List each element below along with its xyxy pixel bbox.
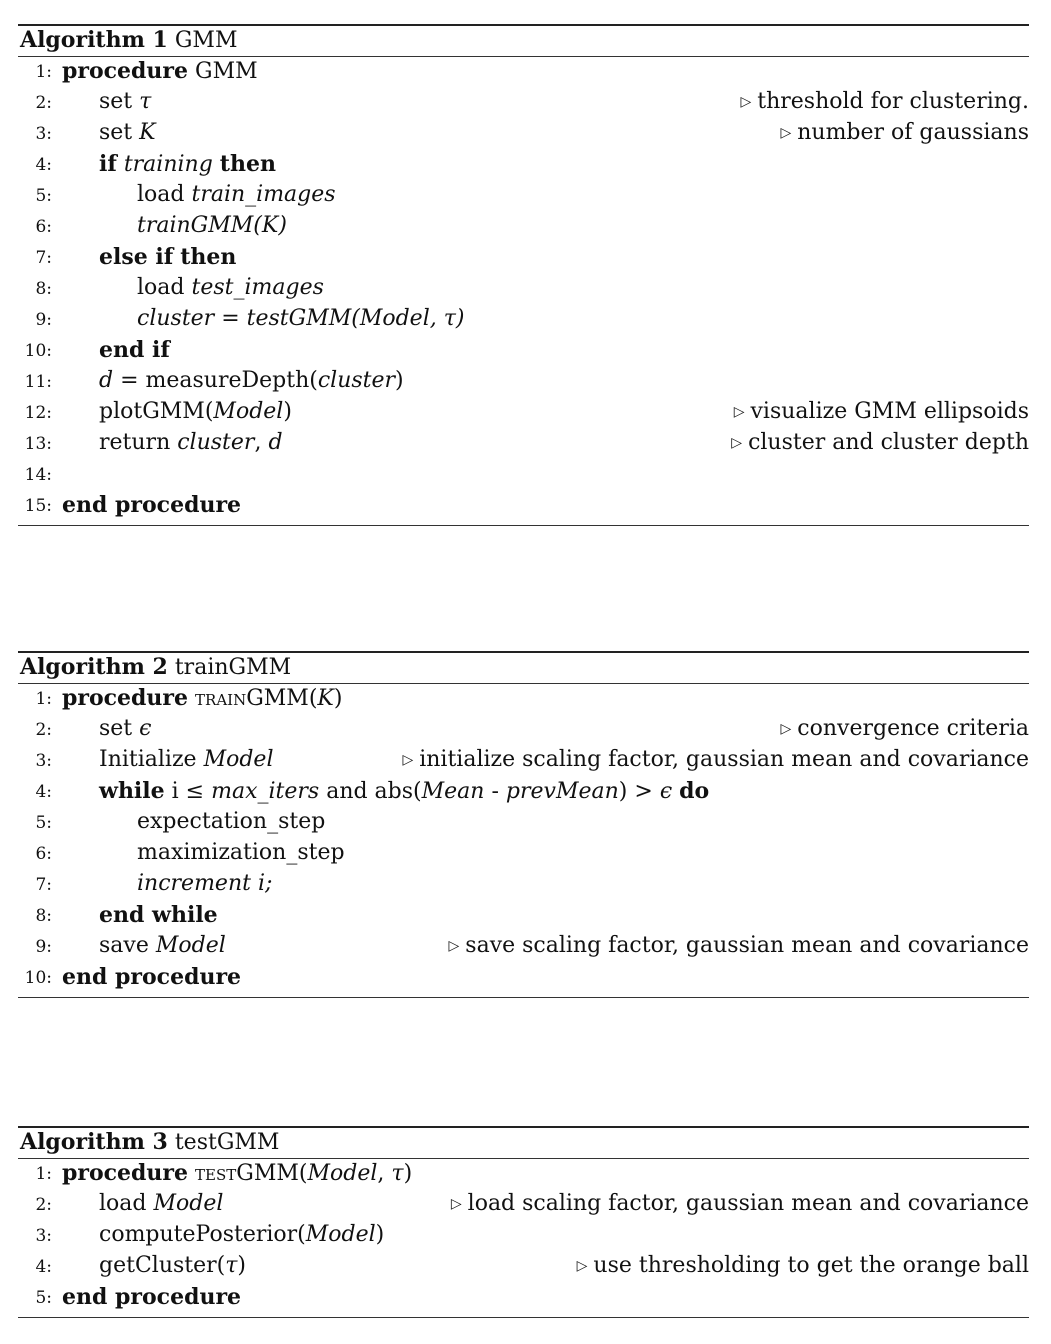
- algorithm-line: [18, 89, 1029, 120]
- comment-triangle-icon: ▷: [780, 125, 792, 141]
- math-variable: max_iters: [211, 779, 320, 804]
- algorithm-top-rule: [18, 24, 1029, 26]
- line-number: 7:: [35, 248, 52, 268]
- line-number: 11:: [24, 372, 52, 392]
- comment-text: load scaling factor, gaussian mean and covariance: [467, 1191, 1029, 1216]
- keyword: end procedure: [62, 1284, 242, 1310]
- math-variable: K: [317, 686, 334, 711]
- keyword: do: [679, 778, 710, 804]
- line-code: [62, 1160, 412, 1186]
- code-text: [188, 686, 195, 711]
- line-code: [99, 747, 274, 772]
- line-number: 8:: [35, 906, 52, 926]
- code-text: return: [99, 430, 178, 455]
- line-code: [99, 430, 283, 455]
- algorithm-label: Algorithm 2: [20, 654, 168, 680]
- code-text: ,: [377, 1161, 392, 1186]
- comment-text: threshold for clustering.: [757, 89, 1029, 114]
- keyword: while: [99, 778, 165, 804]
- math-variable: cluster: [177, 430, 255, 455]
- math-variable: testGMM(Model, τ): [246, 306, 465, 331]
- comment-triangle-icon: ▷: [733, 404, 745, 420]
- keyword: if: [99, 151, 117, 177]
- line-comment: [780, 120, 1029, 145]
- code-text: =: [214, 306, 247, 331]
- code-text: expectation_step: [137, 809, 326, 834]
- line-number: 2:: [35, 720, 52, 740]
- code-text: ): [395, 368, 404, 393]
- keyword: end procedure: [62, 492, 242, 518]
- keyword: procedure: [62, 685, 189, 711]
- algorithm-line: [18, 368, 1029, 399]
- code-text: GMM: [188, 59, 258, 84]
- line-number: 13:: [24, 434, 52, 454]
- line-code: [99, 1191, 223, 1216]
- code-text: i ≤: [164, 779, 212, 804]
- keyword: else if: [99, 244, 174, 270]
- comment-triangle-icon: ▷: [731, 435, 743, 451]
- math-variable: K: [139, 120, 156, 145]
- line-number: 5:: [35, 186, 52, 206]
- algorithm-header-rule: [18, 683, 1029, 684]
- math-variable: Model: [203, 747, 274, 772]
- line-code: [99, 151, 276, 177]
- algorithm-line: [18, 933, 1029, 964]
- code-text: ) >: [618, 779, 660, 804]
- math-variable: Model: [307, 1161, 378, 1186]
- code-text: = measureDepth(: [113, 368, 318, 393]
- comment-triangle-icon: ▷: [448, 938, 460, 954]
- algorithm-line: [18, 902, 1029, 933]
- algorithm-title: [20, 27, 237, 53]
- algorithm-bottom-rule: [18, 1317, 1029, 1318]
- line-number: 5:: [35, 813, 52, 833]
- line-comment: [734, 399, 1029, 424]
- algorithm-line: [18, 778, 1029, 809]
- algorithm-bottom-rule: [18, 525, 1029, 526]
- comment-text: convergence criteria: [797, 716, 1029, 741]
- math-variable: prevMean: [505, 779, 619, 804]
- line-code: [99, 778, 709, 804]
- line-number: 9:: [35, 937, 52, 957]
- line-code: [99, 902, 218, 928]
- algorithm-line: [18, 213, 1029, 244]
- code-text: maximization_step: [137, 840, 345, 865]
- keyword: procedure: [62, 58, 189, 84]
- math-variable: cluster: [317, 368, 396, 393]
- line-code: [99, 716, 151, 741]
- line-number: 2:: [35, 1195, 52, 1215]
- code-text: [213, 152, 220, 177]
- line-code: [99, 933, 226, 958]
- line-code: [62, 964, 241, 990]
- algorithm-line: [18, 182, 1029, 213]
- algorithm-line: [18, 1191, 1029, 1222]
- code-text: and abs(: [319, 779, 422, 804]
- line-number: 15:: [24, 496, 52, 516]
- math-variable: d: [268, 430, 283, 455]
- code-text: GMM(: [246, 686, 318, 711]
- code-text: load: [99, 1191, 154, 1216]
- algorithm-line: [18, 747, 1029, 778]
- math-variable: training: [123, 152, 213, 177]
- code-text: test: [195, 1161, 237, 1186]
- math-variable: cluster: [137, 306, 215, 331]
- algorithm-name: testGMM: [174, 1130, 280, 1155]
- algorithm-line: [18, 1253, 1029, 1284]
- line-number: 10:: [24, 341, 52, 361]
- keyword: procedure: [62, 1160, 189, 1186]
- algorithm-header-rule: [18, 56, 1029, 57]
- line-number: 4:: [35, 155, 52, 175]
- line-code: [99, 399, 292, 424]
- algorithm-line: [18, 964, 1029, 995]
- comment-text: number of gaussians: [797, 120, 1029, 145]
- algorithm-line: [18, 716, 1029, 747]
- math-variable: ϵ: [139, 716, 152, 741]
- code-text: ): [375, 1222, 385, 1247]
- code-text: GMM(: [236, 1161, 308, 1186]
- line-comment: [402, 747, 1029, 772]
- comment-text: cluster and cluster depth: [748, 430, 1029, 455]
- algorithm-line: [18, 151, 1029, 182]
- line-number: 4:: [35, 782, 52, 802]
- math-variable: ϵ: [659, 779, 673, 804]
- math-variable: test_images: [191, 275, 324, 300]
- algorithm-line: [18, 430, 1029, 461]
- math-variable: Mean: [421, 779, 485, 804]
- comment-triangle-icon: ▷: [576, 1258, 588, 1274]
- code-text: -: [484, 779, 506, 804]
- line-number: 2:: [35, 93, 52, 113]
- line-number: 9:: [35, 310, 52, 330]
- line-code: [62, 1284, 241, 1310]
- comment-text: initialize scaling factor, gaussian mean and covariance: [419, 747, 1029, 772]
- algorithm-line: [18, 306, 1029, 337]
- line-number: 5:: [35, 1288, 52, 1308]
- line-code: [62, 58, 258, 84]
- algorithm-line: [18, 120, 1029, 151]
- algorithm-line: [18, 275, 1029, 306]
- code-text: computePosterior(: [99, 1222, 306, 1247]
- line-number: 14:: [24, 465, 52, 485]
- math-variable: trainGMM(K): [137, 213, 287, 238]
- algorithm-name: GMM: [174, 28, 238, 53]
- algorithm-line: [18, 871, 1029, 902]
- line-code: [137, 213, 287, 238]
- comment-triangle-icon: ▷: [450, 1196, 462, 1212]
- algorithm-title: [20, 654, 291, 680]
- code-text: [188, 1161, 195, 1186]
- line-number: 3:: [35, 1226, 52, 1246]
- comment-text: visualize GMM ellipsoids: [750, 399, 1029, 424]
- line-code: [62, 685, 342, 711]
- keyword: then: [219, 151, 276, 177]
- math-variable: τ: [139, 89, 152, 114]
- line-code: [137, 840, 345, 865]
- line-code: [99, 89, 151, 114]
- line-comment: [781, 716, 1030, 741]
- code-text: train: [195, 686, 247, 711]
- algorithm-line: [18, 399, 1029, 430]
- line-number: 10:: [24, 968, 52, 988]
- math-variable: τ: [391, 1161, 404, 1186]
- code-text: plotGMM(: [99, 399, 214, 424]
- code-text: ,: [254, 430, 269, 455]
- line-code: [137, 182, 336, 207]
- algorithm-label: Algorithm 3: [20, 1129, 168, 1155]
- keyword: end procedure: [62, 964, 242, 990]
- line-comment: [449, 933, 1030, 958]
- line-number: 4:: [35, 1257, 52, 1277]
- keyword: then: [180, 244, 237, 270]
- algorithm-line: [18, 244, 1029, 275]
- line-number: 8:: [35, 279, 52, 299]
- code-text: [117, 152, 124, 177]
- line-code: [137, 306, 464, 331]
- code-text: load: [137, 275, 192, 300]
- algorithm-top-rule: [18, 651, 1029, 653]
- line-number: 12:: [24, 403, 52, 423]
- math-variable: Model: [213, 399, 284, 424]
- keyword: end while: [99, 902, 218, 928]
- algorithm-line: [18, 492, 1029, 523]
- algorithm-line: [18, 461, 1029, 492]
- line-code: [99, 120, 156, 145]
- code-text: ): [237, 1253, 246, 1278]
- code-text: ): [403, 1161, 413, 1186]
- algorithm-line: [18, 1222, 1029, 1253]
- math-variable: Model: [155, 933, 226, 958]
- math-variable: Model: [305, 1222, 376, 1247]
- line-number: 1:: [35, 62, 52, 82]
- line-number: 1:: [35, 689, 52, 709]
- math-variable: increment i;: [137, 871, 273, 896]
- line-code: [99, 244, 236, 270]
- line-code: [99, 368, 404, 393]
- comment-text: use thresholding to get the orange ball: [593, 1253, 1029, 1278]
- code-text: set: [99, 120, 140, 145]
- algorithm-label: Algorithm 1: [20, 27, 168, 53]
- line-code: [137, 871, 272, 896]
- line-code: [62, 492, 241, 518]
- math-variable: τ: [225, 1253, 238, 1278]
- line-number: 6:: [35, 844, 52, 864]
- comment-triangle-icon: ▷: [740, 94, 752, 110]
- line-comment: [740, 89, 1029, 114]
- code-text: load: [137, 182, 192, 207]
- line-number: 1:: [35, 1164, 52, 1184]
- code-text: set: [99, 89, 140, 114]
- line-number: 7:: [35, 875, 52, 895]
- line-code: [99, 337, 170, 363]
- algorithm-title: [20, 1129, 279, 1155]
- math-variable: Model: [153, 1191, 224, 1216]
- comment-triangle-icon: ▷: [780, 721, 792, 737]
- line-number: 6:: [35, 217, 52, 237]
- algorithm-line: [18, 58, 1029, 89]
- line-code: [99, 1222, 384, 1247]
- algorithm-name: trainGMM: [174, 655, 292, 680]
- line-number: 3:: [35, 124, 52, 144]
- line-code: [99, 1253, 246, 1278]
- line-comment: [451, 1191, 1029, 1216]
- code-text: ): [283, 399, 292, 424]
- math-variable: d: [99, 368, 114, 393]
- comment-text: save scaling factor, gaussian mean and covariance: [465, 933, 1029, 958]
- line-number: 3:: [35, 751, 52, 771]
- algorithm-header-rule: [18, 1158, 1029, 1159]
- line-code: [137, 809, 325, 834]
- algorithm-top-rule: [18, 1126, 1029, 1128]
- code-text: set: [99, 716, 140, 741]
- code-text: getCluster(: [99, 1253, 226, 1278]
- algorithm-line: [18, 1284, 1029, 1315]
- line-comment: [577, 1253, 1029, 1278]
- code-text: ): [333, 686, 343, 711]
- algorithm-line: [18, 337, 1029, 368]
- algorithm-line: [18, 840, 1029, 871]
- line-comment: [731, 430, 1029, 455]
- algorithm-bottom-rule: [18, 997, 1029, 998]
- code-text: save: [99, 933, 156, 958]
- math-variable: train_images: [191, 182, 336, 207]
- comment-triangle-icon: ▷: [402, 752, 414, 768]
- line-code: [137, 275, 324, 300]
- algorithm-line: [18, 1160, 1029, 1191]
- code-text: Initialize: [99, 747, 204, 772]
- algorithm-line: [18, 809, 1029, 840]
- algorithm-line: [18, 685, 1029, 716]
- keyword: end if: [99, 337, 170, 363]
